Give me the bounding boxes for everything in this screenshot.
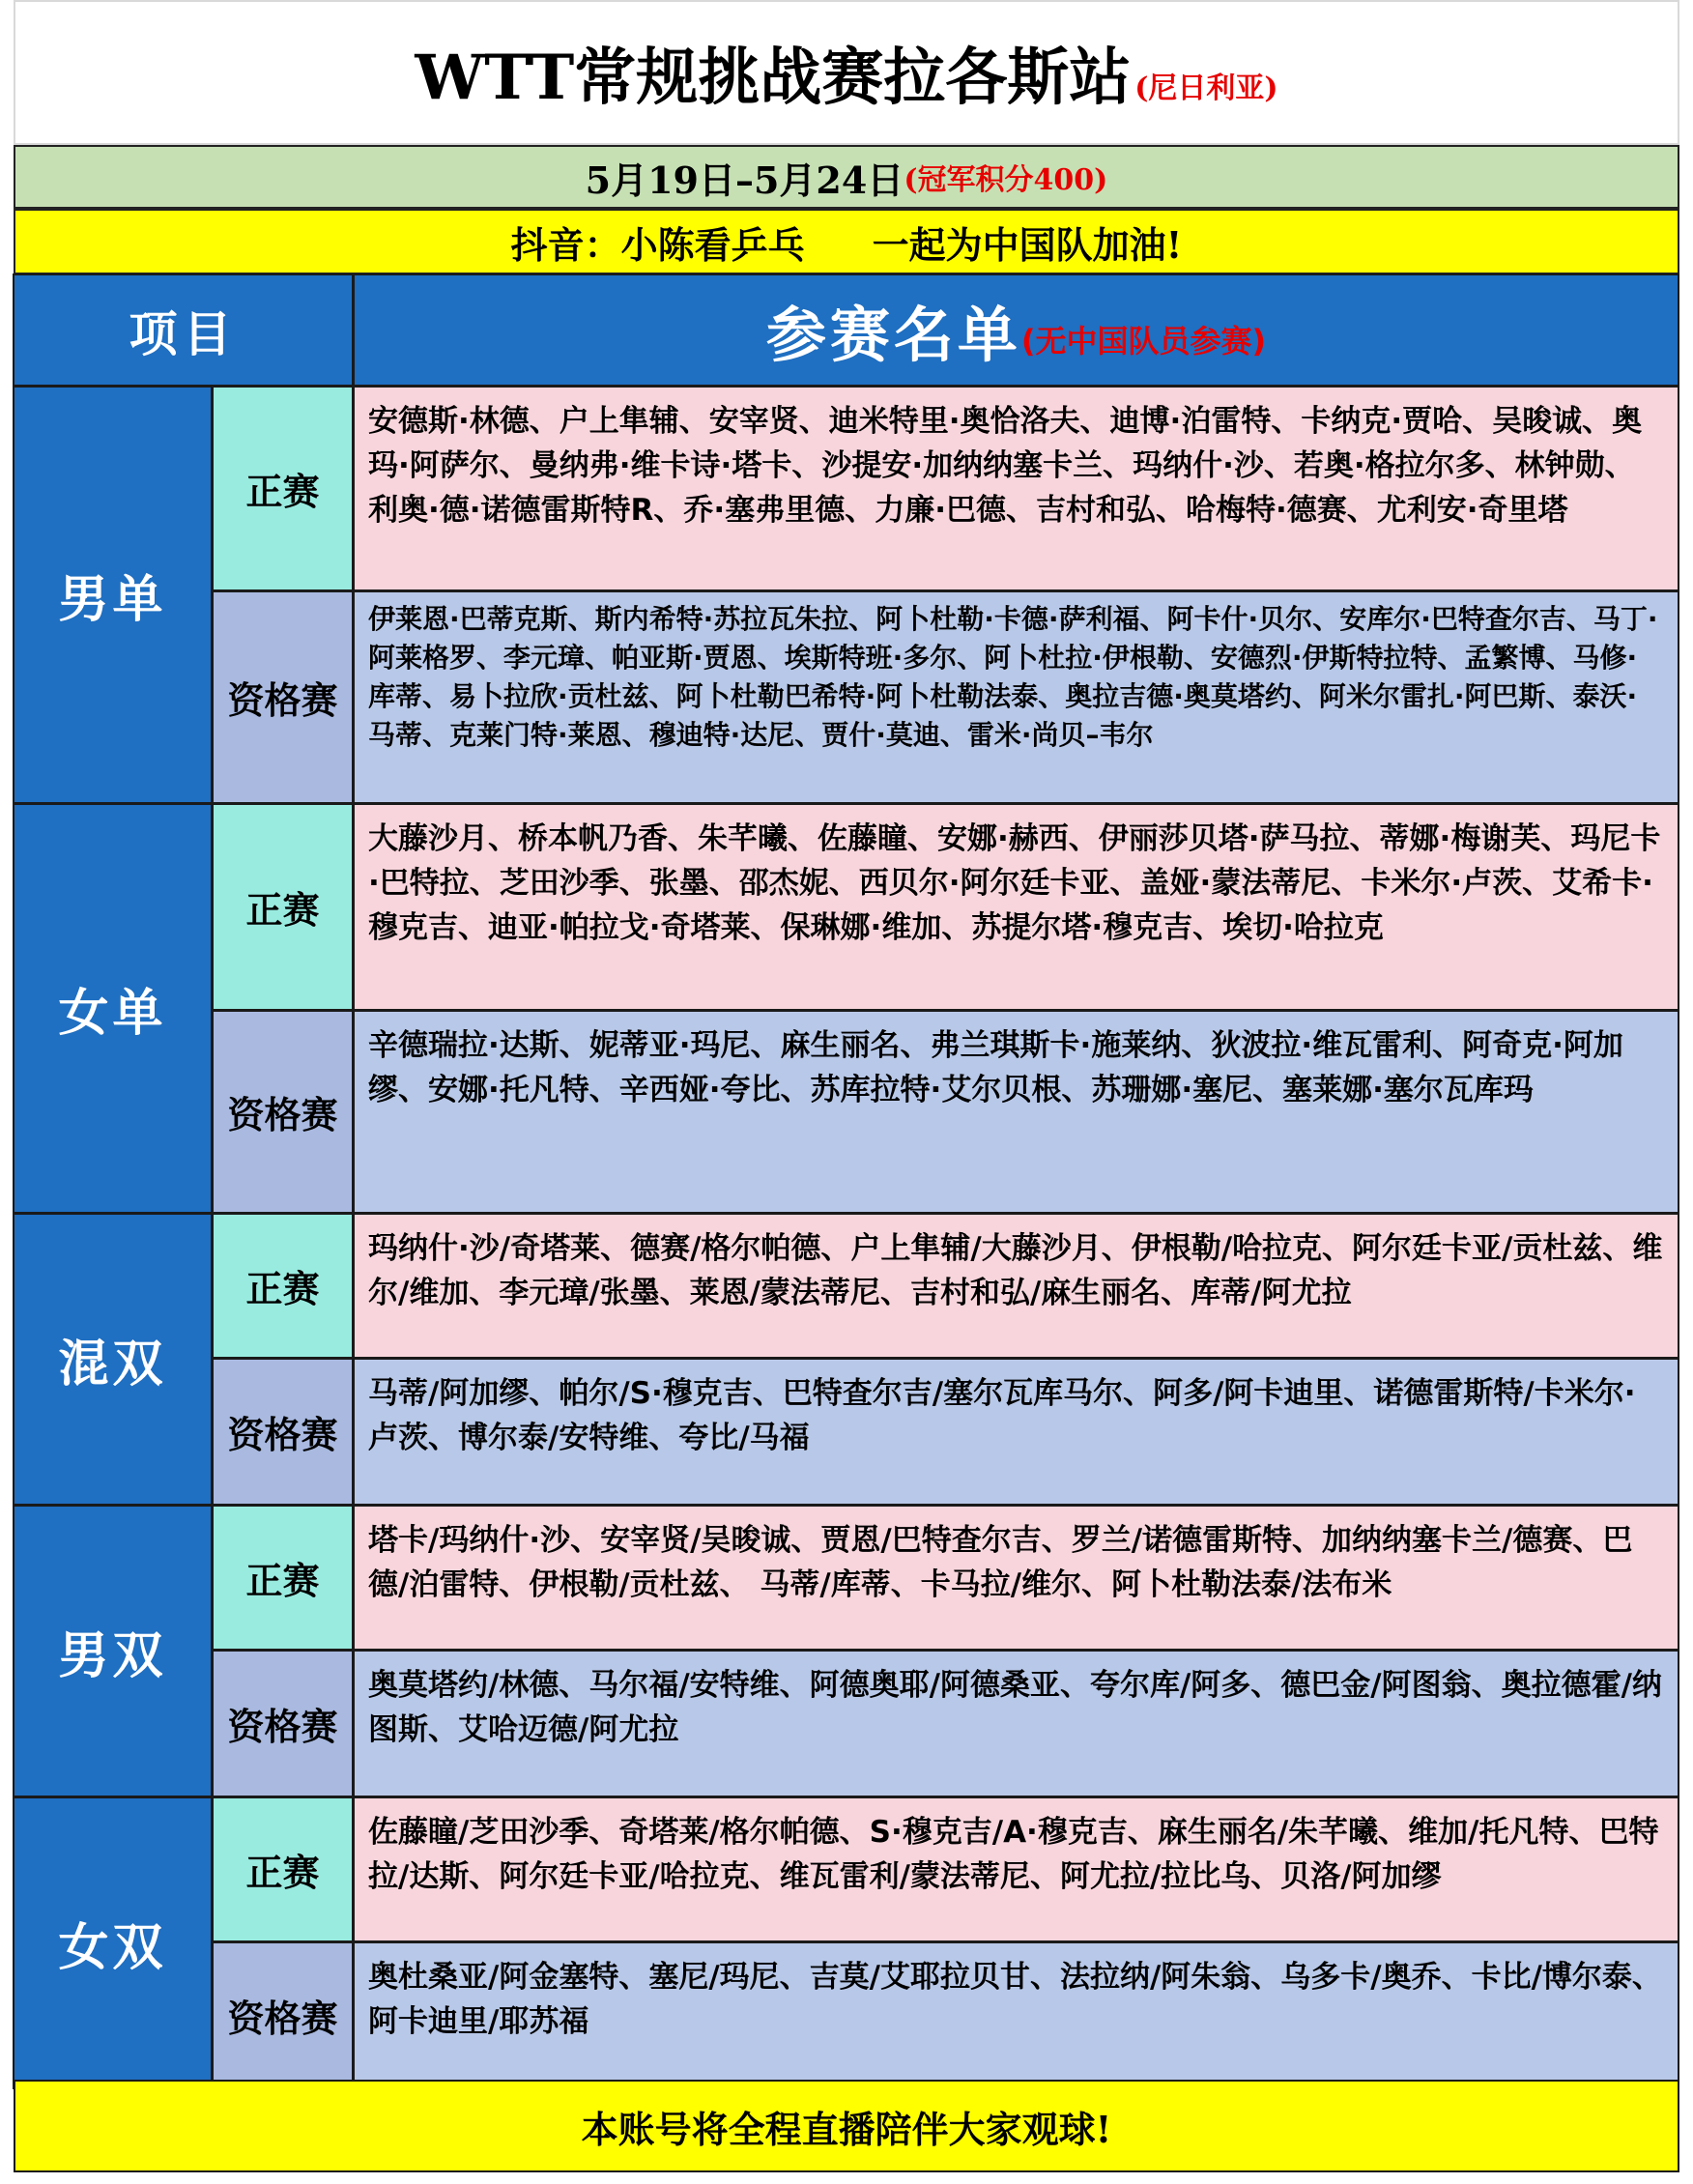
champion-points: (冠军积分400) bbox=[904, 163, 1108, 197]
column-header-list bbox=[353, 273, 1679, 387]
players-main-mens-singles: 安德斯·林德、户上隼辅、安宰贤、迪米特里·奥恰洛夫、迪博·泊雷特、卡纳克·贾哈、吴晙诚、奥玛·阿萨尔、曼纳弗·维卡诗·塔卡、沙提安·加纳纳塞卡兰、玛纳什·沙、若奥·格拉尔多、林钟勋、利奥·德·诺德雷斯特R、乔·塞弗里德、力廉·巴德、吉村和弘、哈梅特·德赛、尤利安·奇里塔 bbox=[353, 386, 1679, 591]
stage-main-womens-singles: 正赛 bbox=[212, 803, 354, 1011]
column-header-list-note: (无中国队员参赛) bbox=[1020, 322, 1267, 359]
stage-qual-womens-doubles: 资格赛 bbox=[212, 1941, 354, 2089]
category-womens-doubles: 女双 bbox=[13, 1796, 213, 2089]
players-qual-mens-doubles: 奥莫塔约/林德、马尔福/安特维、阿德奥耶/阿德桑亚、夸尔库/阿多、德巴金/阿图翁、奥拉德霍/纳图斯、艾哈迈德/阿尤拉 bbox=[353, 1650, 1679, 1797]
stage-qual-mixed-doubles: 资格赛 bbox=[212, 1358, 354, 1506]
stage-main-womens-doubles: 正赛 bbox=[212, 1796, 354, 1942]
category-mens-doubles: 男双 bbox=[13, 1505, 213, 1797]
page-subtitle: (尼日利亚) bbox=[1134, 72, 1278, 105]
page-title: WTT常规挑战赛拉各斯站 bbox=[415, 42, 1132, 114]
players-main-mens-doubles: 塔卡/玛纳什·沙、安宰贤/吴晙诚、贾恩/巴特查尔吉、罗兰/诺德雷斯特、加纳纳塞卡兰/德赛、巴德/泊雷特、伊根勒/贡杜兹、 马蒂/库蒂、卡马拉/维尔、阿卜杜勒法泰/法布米 bbox=[353, 1505, 1679, 1651]
category-womens-singles: 女单 bbox=[13, 803, 213, 1214]
players-qual-womens-doubles: 奥杜桑亚/阿金塞特、塞尼/玛尼、吉莫/艾耶拉贝甘、法拉纳/阿朱翁、乌多卡/奥乔、卡比/博尔泰、阿卡迪里/耶苏福 bbox=[353, 1941, 1679, 2089]
stage-main-mens-doubles: 正赛 bbox=[212, 1505, 354, 1651]
promo-band bbox=[14, 209, 1679, 274]
title-row bbox=[14, 0, 1679, 145]
column-header-item bbox=[13, 273, 354, 387]
players-qual-mens-singles: 伊莱恩·巴蒂克斯、斯内希特·苏拉瓦朱拉、阿卜杜勒·卡德·萨利福、阿卡什·贝尔、安库尔·巴特查尔吉、马丁·阿莱格罗、李元璋、帕亚斯·贾恩、埃斯特班·多尔、阿卜杜拉·伊根勒、安德烈·伊斯特拉特、孟繁博、马修·库蒂、易卜拉欣·贡杜兹、阿卜杜勒巴希特·阿卜杜勒法泰、奥拉吉德·奥莫塔约、阿米尔雷扎·阿巴斯、泰沃·马蒂、克莱门特·莱恩、穆迪特·达尼、贾什·莫迪、雷米·尚贝–韦尔 bbox=[353, 590, 1679, 804]
players-main-womens-singles: 大藤沙月、桥本帆乃香、朱芊曦、佐藤瞳、安娜·赫西、伊丽莎贝塔·萨马拉、蒂娜·梅谢芙、玛尼卡·巴特拉、芝田沙季、张墨、邵杰妮、西贝尔·阿尔廷卡亚、盖娅·蒙法蒂尼、卡米尔·卢茨、艾希卡·穆克吉、迪亚·帕拉戈·奇塔莱、保琳娜·维加、苏提尔塔·穆克吉、埃切·哈拉克 bbox=[353, 803, 1679, 1011]
stage-qual-mens-doubles: 资格赛 bbox=[212, 1650, 354, 1797]
players-main-mixed-doubles: 玛纳什·沙/奇塔莱、德赛/格尔帕德、户上隼辅/大藤沙月、伊根勒/哈拉克、阿尔廷卡亚/贡杜兹、维尔/维加、李元璋/张墨、莱恩/蒙法蒂尼、吉村和弘/麻生丽名、库蒂/阿尤拉 bbox=[353, 1213, 1679, 1359]
column-header-item-label: 项目 bbox=[129, 305, 238, 362]
stage-qual-womens-singles: 资格赛 bbox=[212, 1010, 354, 1214]
stage-qual-mens-singles: 资格赛 bbox=[212, 590, 354, 804]
footer-text: 本账号将全程直播陪伴大家观球! bbox=[581, 2107, 1112, 2151]
category-mens-singles: 男单 bbox=[13, 386, 213, 804]
event-date: 5月19日–5月24日 bbox=[585, 158, 904, 202]
category-mixed-doubles: 混双 bbox=[13, 1213, 213, 1506]
stage-main-mens-singles: 正赛 bbox=[212, 386, 354, 591]
footer-band bbox=[14, 2080, 1679, 2172]
column-header-list-label: 参赛名单 bbox=[765, 300, 1021, 370]
promo-slogan: 一起为中国队加油! bbox=[872, 222, 1183, 267]
entry-table bbox=[14, 274, 1679, 2080]
players-qual-womens-singles: 辛德瑞拉·达斯、妮蒂亚·玛尼、麻生丽名、弗兰琪斯卡·施莱纳、狄波拉·维瓦雷利、阿奇克·阿加缪、安娜·托凡特、辛西娅·夸比、苏库拉特·艾尔贝根、苏珊娜·塞尼、塞莱娜·塞尔瓦库玛 bbox=[353, 1010, 1679, 1214]
schedule-sheet bbox=[14, 0, 1679, 2180]
promo-account: 抖音：小陈看乒乓 bbox=[510, 222, 805, 267]
stage-main-mixed-doubles: 正赛 bbox=[212, 1213, 354, 1359]
players-main-womens-doubles: 佐藤瞳/芝田沙季、奇塔莱/格尔帕德、S·穆克吉/A·穆克吉、麻生丽名/朱芊曦、维加/托凡特、巴特拉/达斯、阿尔廷卡亚/哈拉克、维瓦雷利/蒙法蒂尼、阿尤拉/拉比乌、贝洛/阿加缪 bbox=[353, 1796, 1679, 1942]
players-qual-mixed-doubles: 马蒂/阿加缪、帕尔/S·穆克吉、巴特查尔吉/塞尔瓦库马尔、阿多/阿卡迪里、诺德雷斯特/卡米尔·卢茨、博尔泰/安特维、夸比/马福 bbox=[353, 1358, 1679, 1506]
date-band bbox=[14, 145, 1679, 209]
